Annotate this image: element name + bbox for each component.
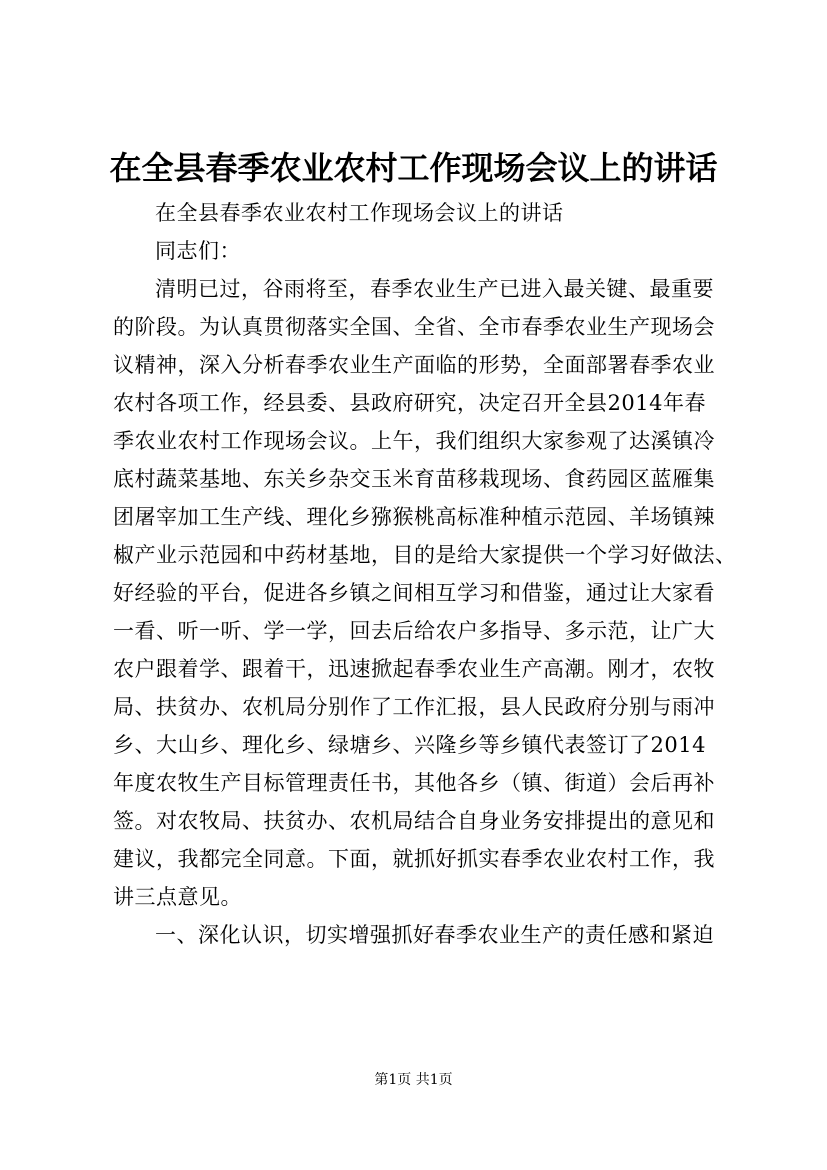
body-line: 一、深化认识，切实增强抓好春季农业生产的责任感和紧迫	[155, 923, 714, 947]
body-line: 团屠宰加工生产线、理化乡猕猴桃高标准种植示范园、羊场镇辣	[113, 505, 715, 529]
body-line: 农村各项工作，经县委、县政府研究，决定召开全县2014年春	[113, 391, 706, 415]
body-line: 在全县春季农业农村工作现场会议上的讲话	[155, 201, 564, 225]
body-line: 议精神，深入分析春季农业生产面临的形势，全面部署春季农业	[113, 353, 715, 377]
body-line: 年度农牧生产目标管理责任书，其他各乡（镇、街道）会后再补	[113, 771, 715, 795]
body-line: 农户跟着学、跟着干，迅速掀起春季农业生产高潮。刚才，农牧	[113, 657, 715, 681]
body-line: 清明已过，谷雨将至，春季农业生产已进入最关键、最重要	[155, 277, 714, 301]
body-line: 局、扶贫办、农机局分别作了工作汇报，县人民政府分别与雨冲	[113, 695, 715, 719]
document-body	[113, 194, 737, 954]
body-line: 一看、听一听、学一学，回去后给农户多指导、多示范，让广大	[113, 619, 715, 643]
body-line: 底村蔬菜基地、东关乡杂交玉米育苗移栽现场、食药园区蓝雁集	[113, 467, 715, 491]
body-line: 的阶段。为认真贯彻落实全国、全省、全市春季农业生产现场会	[113, 315, 715, 339]
body-line: 椒产业示范园和中药材基地，目的是给大家提供一个学习好做法、	[113, 543, 737, 567]
body-line: 签。对农牧局、扶贫办、农机局结合自身业务安排提出的意见和	[113, 809, 715, 833]
body-line: 建议，我都完全同意。下面，就抓好抓实春季农业农村工作，我	[113, 847, 715, 871]
body-line: 讲三点意见。	[113, 885, 242, 909]
body-line: 好经验的平台，促进各乡镇之间相互学习和借鉴，通过让大家看	[113, 581, 715, 605]
body-line: 同志们：	[155, 239, 241, 263]
document-title: 在全县春季农业农村工作现场会议上的讲话	[109, 149, 718, 187]
body-line: 季农业农村工作现场会议。上午，我们组织大家参观了达溪镇冷	[113, 429, 715, 453]
page-footer: 第1页 共1页	[374, 1072, 453, 1088]
body-line: 乡、大山乡、理化乡、绿塘乡、兴隆乡等乡镇代表签订了2014	[113, 733, 706, 757]
